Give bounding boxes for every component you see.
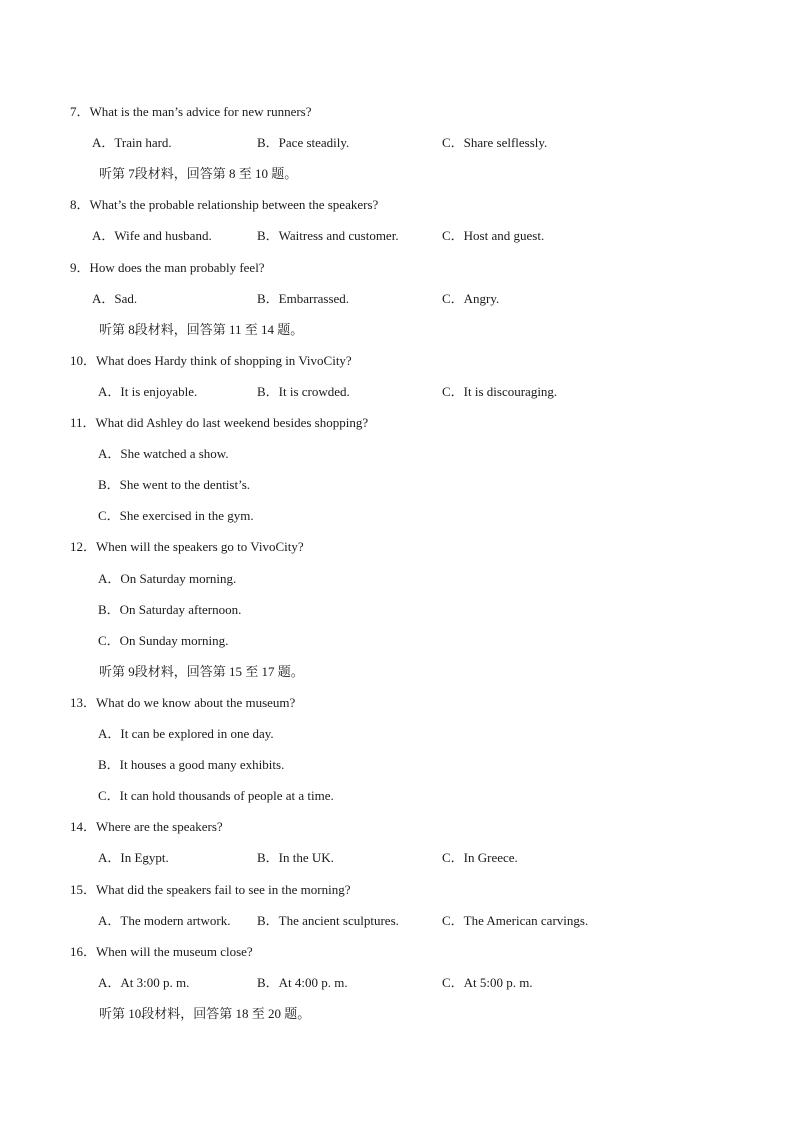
option-a-q13: A．It can be explored in one day. <box>98 726 274 741</box>
question-9: 9．How does the man probably feel? <box>70 260 265 275</box>
question-16: 16．When will the museum close? <box>70 944 253 959</box>
option-a-q12: A．On Saturday morning. <box>98 571 237 586</box>
option-b-q13: B．It houses a good many exhibits. <box>98 757 285 772</box>
question-13: 13．What do we know about the museum? <box>70 695 296 710</box>
option-b-q10: B．It is crowded. <box>257 384 350 399</box>
question-10: 10．What does Hardy think of shopping in VivoCity? <box>70 353 352 368</box>
section-instruction: 听第 7段材料，回答第 8 至 10 题。 <box>99 166 298 181</box>
question-8: 8．What’s the probable relationship between the speakers? <box>70 197 379 212</box>
question-15: 15．What did the speakers fail to see in the morning? <box>70 882 351 897</box>
option-c-q7: C．Share selflessly. <box>442 135 548 150</box>
question-7: 7．What is the man’s advice for new runners? <box>70 104 312 119</box>
option-a-q9: A．Sad. <box>92 291 138 306</box>
option-b-q15: B．The ancient sculptures. <box>257 913 399 928</box>
option-a-q15: A．The modern artwork. <box>98 913 231 928</box>
option-b-q16: B．At 4:00 p. m. <box>257 975 348 990</box>
section-instruction: 听第 8段材料，回答第 11 至 14 题。 <box>99 322 304 337</box>
option-b-q8: B．Waitress and customer. <box>257 228 399 243</box>
section-instruction: 听第 10段材料，回答第 18 至 20 题。 <box>99 1006 311 1021</box>
option-a-q10: A．It is enjoyable. <box>98 384 198 399</box>
option-a-q7: A．Train hard. <box>92 135 172 150</box>
question-14: 14．Where are the speakers? <box>70 819 223 834</box>
option-b-q11: B．She went to the dentist’s. <box>98 477 251 492</box>
option-c-q9: C．Angry. <box>442 291 500 306</box>
question-12: 12．When will the speakers go to VivoCity? <box>70 539 304 554</box>
option-b-q14: B．In the UK. <box>257 850 334 865</box>
option-c-q12: C．On Sunday morning. <box>98 633 229 648</box>
option-a-q14: A．In Egypt. <box>98 850 169 865</box>
option-c-q16: C．At 5:00 p. m. <box>442 975 533 990</box>
option-a-q8: A．Wife and husband. <box>92 228 212 243</box>
option-c-q10: C．It is discouraging. <box>442 384 558 399</box>
option-c-q8: C．Host and guest. <box>442 228 545 243</box>
option-a-q16: A．At 3:00 p. m. <box>98 975 190 990</box>
option-b-q7: B．Pace steadily. <box>257 135 350 150</box>
option-c-q11: C．She exercised in the gym. <box>98 508 254 523</box>
option-c-q13: C．It can hold thousands of people at a time. <box>98 788 334 803</box>
section-instruction: 听第 9段材料，回答第 15 至 17 题。 <box>99 664 304 679</box>
option-a-q11: A．She watched a show. <box>98 446 229 461</box>
option-c-q15: C．The American carvings. <box>442 913 589 928</box>
option-b-q9: B．Embarrassed. <box>257 291 350 306</box>
question-11: 11．What did Ashley do last weekend besides shopping? <box>70 415 369 430</box>
option-b-q12: B．On Saturday afternoon. <box>98 602 242 617</box>
option-c-q14: C．In Greece. <box>442 850 518 865</box>
